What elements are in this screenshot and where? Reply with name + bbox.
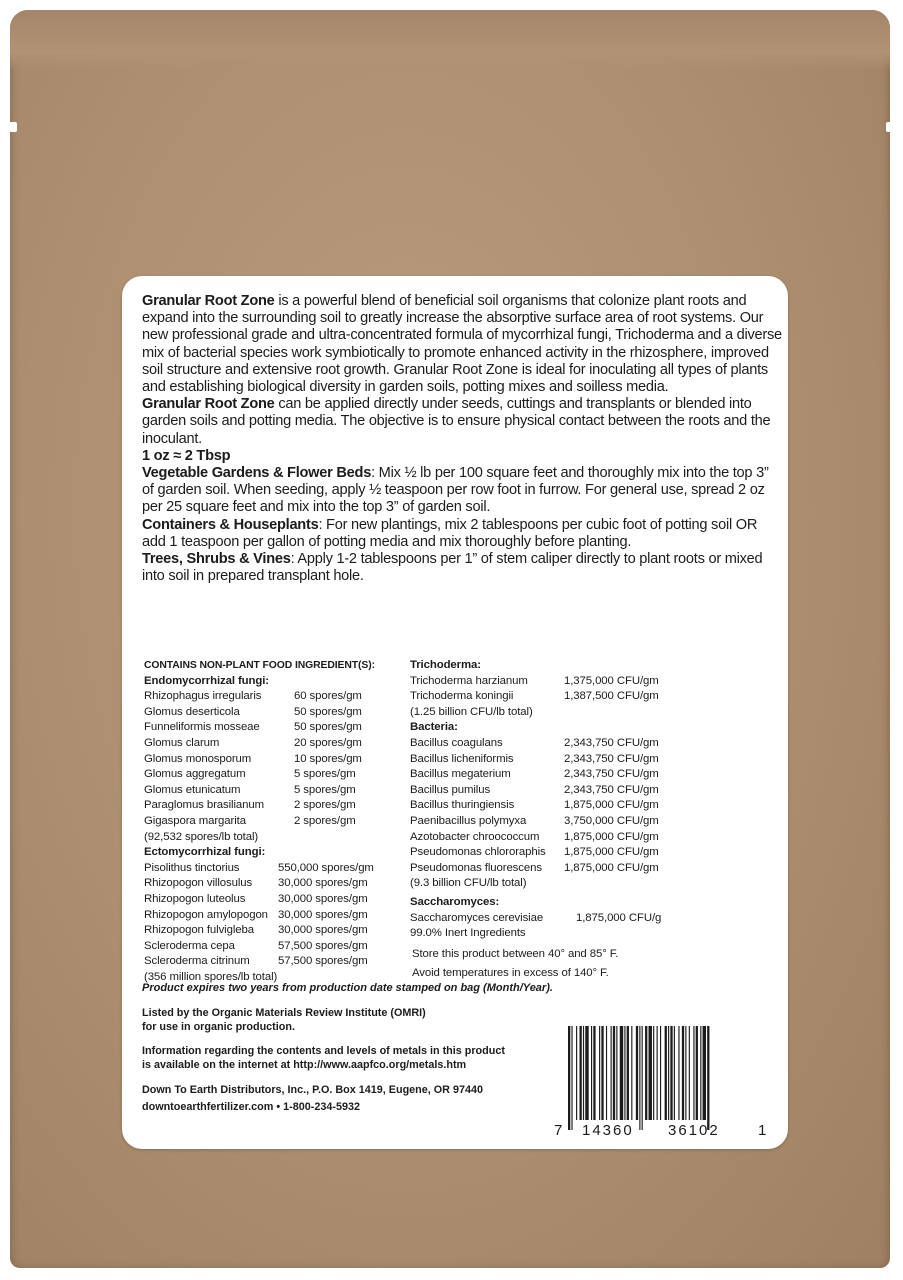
- ingredient-row: [144, 876, 394, 892]
- ingredient-name: Bacillus pumilus: [410, 783, 491, 796]
- bact-title: Bacteria:: [410, 721, 458, 734]
- ingredient-value: 3,750,000 CFU/gm: [564, 814, 659, 827]
- barcode-bar: [689, 1026, 690, 1120]
- ingredient-value: 50 spores/gm: [294, 721, 362, 734]
- endo-total: (92,532 spores/lb total): [144, 830, 259, 843]
- endo-list: [144, 689, 394, 829]
- ingredient-row: [410, 911, 780, 927]
- ingredient-name: Bacillus licheniformis: [410, 752, 514, 765]
- container-text: : For new plantings, mix 2 tablespoons per cubic foot of potting soil OR add 1 teaspoon per gallon of potting media and mix thoroughly before planting.: [142, 516, 758, 550]
- barcode-bar: [606, 1026, 607, 1120]
- barcode-digit-last: 1: [758, 1122, 767, 1138]
- ingredient-value: 2,343,750 CFU/gm: [564, 736, 659, 749]
- ingredient-row: [144, 892, 394, 908]
- barcode-bar: [576, 1026, 577, 1120]
- label-footer: [142, 996, 562, 1114]
- barcode-bar: [636, 1026, 638, 1120]
- ingredient-name: Pisolithus tinctorius: [144, 861, 240, 874]
- ingredient-value: 60 spores/gm: [294, 690, 362, 703]
- barcode-bar: [639, 1026, 640, 1130]
- barcode-bar: [696, 1026, 698, 1120]
- barcode-bar: [649, 1026, 652, 1120]
- ingredient-name: Azotobacter chroococcum: [410, 830, 540, 843]
- ingredient-row: [144, 923, 394, 939]
- omri-line-1: Listed by the Organic Materials Review Institute (OMRI): [142, 1007, 426, 1019]
- ingredient-row: [410, 689, 780, 705]
- barcode-bar: [665, 1026, 667, 1120]
- ingredient-name: Rhizopogon amylopogon: [144, 908, 268, 921]
- tricho-total: (1.25 billion CFU/lb total): [410, 705, 533, 718]
- ingredient-name: Rhizophagus irregularis: [144, 690, 262, 703]
- ingredient-row: [144, 908, 394, 924]
- ingredient-value: 2,343,750 CFU/gm: [564, 768, 659, 781]
- pouch-seal-strip: [10, 10, 890, 70]
- conversion-text: 1 oz ≈ 2 Tbsp: [142, 447, 231, 464]
- barcode-bars: [568, 1026, 709, 1130]
- ingredient-value: 20 spores/gm: [294, 736, 362, 749]
- ingredient-row: [144, 705, 394, 721]
- website-phone: downtoearthfertilizer.com • 1-800-234-5932: [142, 1101, 360, 1114]
- barcode-bar: [674, 1026, 675, 1120]
- ingredient-name: Scleroderma citrinum: [144, 955, 250, 968]
- ingredient-value: 1,875,000 CFU/g: [576, 911, 662, 924]
- application-text: can be applied directly under seeds, cuttings and transplants or blended into garden soils and potting media. The objective is to ensure physical contact between the roots and the inoculant.: [142, 396, 771, 447]
- veg-heading: Vegetable Gardens & Flower Beds: [142, 465, 372, 482]
- tree-text: : Apply 1-2 tablespoons per 1” of stem caliper directly to plant roots or mixed into soil in prepared transplant hole.: [142, 551, 763, 585]
- inert-ingredients: 99.0% Inert Ingredients: [410, 927, 526, 940]
- ingredient-row: [410, 736, 780, 752]
- ingredient-name: Glomus deserticola: [144, 705, 240, 718]
- barcode-bar: [700, 1026, 701, 1120]
- barcode-bar: [645, 1026, 647, 1120]
- conversion: [142, 448, 782, 465]
- ingredient-value: 30,000 spores/gm: [278, 908, 368, 921]
- ingredient-name: Trichoderma koningii: [410, 690, 514, 703]
- barcode-bar: [631, 1026, 632, 1120]
- ingredient-row: [144, 767, 394, 783]
- product-name: Granular Root Zone: [142, 293, 275, 309]
- barcode-digit-first: 7: [554, 1122, 563, 1138]
- container-instructions: [142, 517, 782, 551]
- ingredient-name: Scleroderma cepa: [144, 939, 235, 952]
- tricho-list: [410, 674, 780, 705]
- ingredient-name: Paenibacillus polymyxa: [410, 814, 527, 827]
- tear-notch-left: [3, 122, 17, 132]
- ingredient-row: [410, 798, 780, 814]
- description-paragraph: [142, 293, 782, 396]
- metals-line-1: Information regarding the contents and levels of metals in this product: [142, 1044, 505, 1057]
- ingredient-row: [144, 752, 394, 768]
- barcode-bar: [571, 1026, 572, 1130]
- barcode-group-left: 14360: [582, 1122, 634, 1138]
- endo-title: Endomycorrhizal fungi:: [144, 674, 269, 687]
- bact-total: (9.3 billion CFU/lb total): [410, 877, 527, 890]
- ingredient-value: 1,875,000 CFU/gm: [564, 799, 659, 812]
- ingredient-value: 1,875,000 CFU/gm: [564, 846, 659, 859]
- barcode-bar: [591, 1026, 592, 1120]
- ingredient-name: Pseudomonas chlororaphis: [410, 846, 546, 859]
- barcode-bar: [620, 1026, 623, 1120]
- ecto-title: Ectomycorrhizal fungi:: [144, 846, 266, 859]
- ecto-total: (356 million spores/lb total): [144, 970, 278, 983]
- ingredients-left-column: [144, 658, 394, 985]
- ingredient-row: [144, 689, 394, 705]
- ingredient-name: Rhizopogon fulvigleba: [144, 924, 254, 937]
- ingredient-row: [144, 783, 394, 799]
- sacch-list: [410, 911, 780, 927]
- ingredient-name: Funneliformis mosseae: [144, 721, 260, 734]
- bact-list: [410, 736, 780, 876]
- ingredient-row: [144, 798, 394, 814]
- ingredient-row: [410, 674, 780, 690]
- ingredient-value: 550,000 spores/gm: [278, 861, 374, 874]
- barcode-bar: [568, 1026, 570, 1130]
- ingredient-value: 57,500 spores/gm: [278, 955, 368, 968]
- ingredient-row: [410, 783, 780, 799]
- temperature-note: Avoid temperatures in excess of 140° F.: [412, 967, 609, 980]
- barcode-bar: [585, 1026, 588, 1120]
- ingredient-name: Bacillus thuringiensis: [410, 799, 515, 812]
- barcode-bar: [599, 1026, 600, 1120]
- directions-text: [142, 293, 782, 585]
- ingredient-row: [410, 814, 780, 830]
- barcode-bar: [611, 1026, 612, 1120]
- barcode-bar: [693, 1026, 694, 1120]
- barcode-bar: [580, 1026, 582, 1120]
- tree-heading: Trees, Shrubs & Vines: [142, 551, 291, 568]
- ingredient-value: 2,343,750 CFU/gm: [564, 783, 659, 796]
- ingredient-row: [144, 861, 394, 877]
- sacch-title: Saccharomyces:: [410, 895, 500, 908]
- ingredient-row: [144, 954, 394, 970]
- application-paragraph: [142, 396, 782, 448]
- ingredient-name: Glomus etunicatum: [144, 783, 241, 796]
- ingredient-value: 2,343,750 CFU/gm: [564, 752, 659, 765]
- barcode-bar: [653, 1026, 654, 1120]
- barcode-bar: [593, 1026, 595, 1120]
- ingredient-value: 30,000 spores/gm: [278, 877, 368, 890]
- ingredient-name: Gigaspora margarita: [144, 814, 246, 827]
- barcode-bar: [685, 1026, 686, 1120]
- barcode-bar: [678, 1026, 679, 1120]
- ingredient-value: 30,000 spores/gm: [278, 892, 368, 905]
- ingredient-row: [410, 861, 780, 877]
- ingredient-name: Bacillus megaterium: [410, 768, 511, 781]
- storage-note: Store this product between 40° and 85° F.: [412, 947, 619, 960]
- barcode-bar: [660, 1026, 661, 1120]
- ingredient-row: [410, 845, 780, 861]
- ingredient-value: 50 spores/gm: [294, 705, 362, 718]
- ingredient-value: 10 spores/gm: [294, 752, 362, 765]
- ingredient-value: 1,875,000 CFU/gm: [564, 830, 659, 843]
- barcode-bar: [668, 1026, 669, 1120]
- barcode-bar: [703, 1026, 706, 1120]
- ingredient-value: 1,387,500 CFU/gm: [564, 690, 659, 703]
- expiry-note: Product expires two years from production date stamped on bag (Month/Year).: [142, 982, 553, 994]
- ingredient-value: 1,375,000 CFU/gm: [564, 674, 659, 687]
- ingredient-row: [410, 830, 780, 846]
- ingredient-value: 1,875,000 CFU/gm: [564, 861, 659, 874]
- barcode-bar: [613, 1026, 615, 1120]
- product-name: Granular Root Zone: [142, 396, 275, 413]
- ingredients-heading: CONTAINS NON-PLANT FOOD INGREDIENT(S):: [144, 660, 375, 671]
- metals-line-2: is available on the internet at http://www.aapfco.org/metals.htm: [142, 1059, 467, 1072]
- ingredient-name: Rhizopogon villosulus: [144, 877, 253, 890]
- ingredients-right-column: [410, 658, 780, 982]
- tear-notch-right: [886, 122, 900, 132]
- barcode-group-right: 36102: [668, 1122, 720, 1138]
- barcode-bar: [707, 1026, 709, 1130]
- barcode-bar: [624, 1026, 625, 1120]
- ingredient-name: Bacillus coagulans: [410, 736, 503, 749]
- company-address: Down To Earth Distributors, Inc., P.O. Box 1419, Eugene, OR 97440: [142, 1083, 483, 1096]
- veg-instructions: [142, 465, 782, 517]
- barcode-bar: [682, 1026, 684, 1120]
- container-heading: Containers & Houseplants: [142, 516, 319, 533]
- omri-line-2: for use in organic production.: [142, 1021, 295, 1034]
- ingredient-row: [144, 736, 394, 752]
- barcode-bar: [627, 1026, 629, 1120]
- product-label: [122, 276, 788, 1149]
- ingredient-name: Paraglomus brasilianum: [144, 799, 264, 812]
- ingredient-row: [144, 720, 394, 736]
- barcode-bar: [601, 1026, 603, 1120]
- ingredient-value: 30,000 spores/gm: [278, 924, 368, 937]
- barcode-bar: [583, 1026, 584, 1120]
- ingredient-value: 57,500 spores/gm: [278, 939, 368, 952]
- ingredient-row: [410, 767, 780, 783]
- ingredient-row: [410, 752, 780, 768]
- ingredient-value: 5 spores/gm: [294, 783, 356, 796]
- ingredient-value: 5 spores/gm: [294, 768, 356, 781]
- ingredient-value: 2 spores/gm: [294, 799, 356, 812]
- tricho-title: Trichoderma:: [410, 659, 481, 671]
- barcode-bar: [642, 1026, 643, 1130]
- ingredient-name: Glomus clarum: [144, 736, 220, 749]
- upc-barcode: [554, 1024, 768, 1138]
- veg-text: : Mix ½ lb per 100 square feet and thoroughly mix into the top 3” of garden soil. When seeding, apply ½ teaspoon per row foot in furrow. For general use, spread 2 oz per 25 square feet and mix into the top 3” of garden soil.: [142, 465, 769, 516]
- barcode-bar: [616, 1026, 617, 1120]
- ecto-list: [144, 861, 394, 970]
- barcode-bar: [657, 1026, 658, 1120]
- ingredient-name: Saccharomyces cerevisiae: [410, 911, 544, 924]
- tree-instructions: [142, 551, 782, 585]
- description-text: is a powerful blend of beneficial soil organisms that colonize plant roots and expand into the surrounding soil to greatly increase the absorptive surface area of root systems. Our new professional grade and ultra-concentrated formula of mycorrhizal fungi, Trichoderma and a diverse mix of bacterial species work symbiotically to promote enhanced activity in the rhizosphere, improved soil structure and extensive root growth. Granular Root Zone is ideal for inoculating all types of plants and establishing biological diversity in garden soils, potting mixes and soilless media.: [142, 293, 782, 396]
- barcode-bar: [670, 1026, 672, 1120]
- ingredient-row: [144, 814, 394, 830]
- ingredient-name: Glomus monosporum: [144, 752, 252, 765]
- ingredient-name: Glomus aggregatum: [144, 768, 246, 781]
- ingredient-name: Rhizopogon luteolus: [144, 892, 246, 905]
- ingredient-row: [144, 939, 394, 955]
- ingredient-value: 2 spores/gm: [294, 814, 356, 827]
- ingredient-name: Pseudomonas fluorescens: [410, 861, 542, 874]
- ingredient-name: Trichoderma harzianum: [410, 674, 528, 687]
